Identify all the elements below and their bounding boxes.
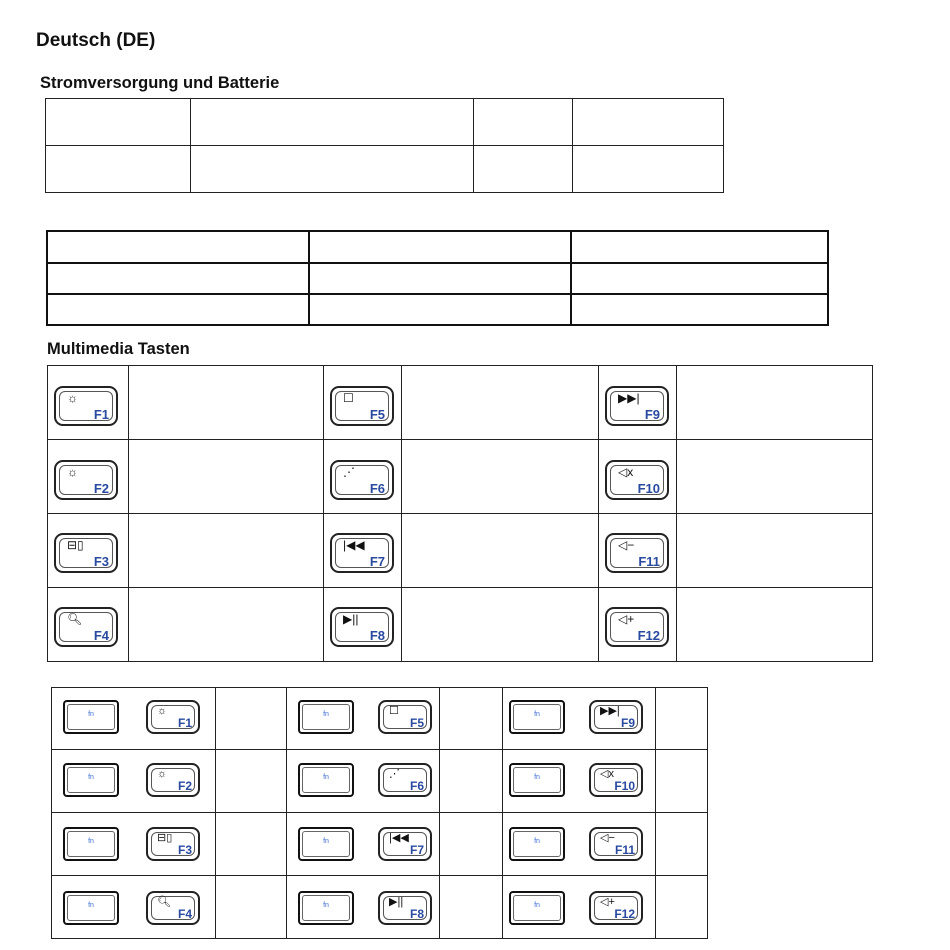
key-label: F1 — [93, 407, 109, 422]
key-label: F4 — [93, 628, 109, 643]
key-f6 — [330, 460, 394, 500]
key-label: F2 — [93, 481, 109, 496]
key-label: F5 — [409, 716, 424, 730]
key-label: F4 — [177, 907, 192, 921]
key-label: F10 — [637, 481, 660, 496]
fn-key — [298, 763, 354, 797]
key-f1 — [54, 386, 118, 426]
key-label: F7 — [409, 843, 424, 857]
key-f2-icon: ☼ — [157, 768, 168, 780]
section-multimedia-title: Multimedia Tasten — [47, 340, 190, 358]
fn-key-label: fn — [88, 838, 94, 845]
key-label: F11 — [614, 843, 635, 857]
key-f3-icon: ⊟▯ — [157, 832, 173, 844]
key-f7 — [378, 827, 432, 861]
key-f5-icon: ☐ — [389, 705, 399, 717]
key-f11-icon: ◁− — [618, 538, 635, 552]
fn-key-label: fn — [323, 902, 329, 909]
fn-key-label: fn — [534, 902, 540, 909]
key-f2 — [54, 460, 118, 500]
key-f2-icon: ☼ — [67, 465, 78, 479]
key-f4 — [54, 607, 118, 647]
key-label: F8 — [369, 628, 385, 643]
key-f11 — [605, 533, 669, 573]
key-f7-icon: |◀◀ — [343, 538, 365, 552]
fn-key — [298, 700, 354, 734]
fn-key — [509, 827, 565, 861]
key-f4 — [146, 891, 200, 925]
key-f9-icon: ▶▶| — [600, 705, 620, 717]
key-f5 — [378, 700, 432, 734]
key-f3 — [146, 827, 200, 861]
key-f10 — [589, 763, 643, 797]
key-f1-icon: ☼ — [67, 391, 78, 405]
key-label: F3 — [177, 843, 192, 857]
key-label: F7 — [369, 554, 385, 569]
key-f12 — [589, 891, 643, 925]
key-label: F12 — [614, 907, 635, 921]
key-f12 — [605, 607, 669, 647]
key-label: F3 — [93, 554, 109, 569]
key-f8 — [330, 607, 394, 647]
fn-key — [298, 827, 354, 861]
key-f8 — [378, 891, 432, 925]
key-label: F6 — [369, 481, 385, 496]
fn-key-label: fn — [88, 774, 94, 781]
key-label: F5 — [369, 407, 385, 422]
key-f1 — [146, 700, 200, 734]
fn-key — [63, 827, 119, 861]
power-table — [45, 98, 724, 193]
key-f3 — [54, 533, 118, 573]
fn-key — [509, 763, 565, 797]
key-label: F8 — [409, 907, 424, 921]
fn-key-label: fn — [534, 838, 540, 845]
key-f2 — [146, 763, 200, 797]
key-f9 — [605, 386, 669, 426]
key-f6-icon: ⋰ — [343, 465, 355, 479]
key-f9 — [589, 700, 643, 734]
key-f11-icon: ◁− — [600, 832, 615, 844]
key-f9-icon: ▶▶| — [618, 391, 640, 405]
fn-key — [63, 700, 119, 734]
fn-key-label: fn — [323, 711, 329, 718]
fn-key-label: fn — [534, 774, 540, 781]
key-f7-icon: |◀◀ — [389, 832, 409, 844]
fn-key — [63, 763, 119, 797]
key-f6-icon: ⋰ — [389, 768, 400, 780]
fn-key — [509, 700, 565, 734]
page-title: Deutsch (DE) — [36, 30, 156, 51]
key-label: F9 — [620, 716, 635, 730]
key-f8-icon: ▶|| — [389, 896, 404, 908]
key-label: F6 — [409, 779, 424, 793]
key-f8-icon: ▶|| — [343, 612, 359, 626]
key-f10-icon: ◁x — [600, 768, 614, 780]
battery-table — [46, 230, 829, 326]
key-label: F12 — [637, 628, 660, 643]
fn-key-label: fn — [88, 902, 94, 909]
key-f3-icon: ⊟▯ — [67, 538, 84, 552]
fn-key-label: fn — [323, 838, 329, 845]
key-f11 — [589, 827, 643, 861]
key-f4-icon: 🔍︎ — [67, 612, 83, 626]
key-label: F10 — [614, 779, 635, 793]
multimedia-keys-table — [47, 365, 873, 662]
key-label: F2 — [177, 779, 192, 793]
fn-key — [63, 891, 119, 925]
fn-key-label: fn — [88, 711, 94, 718]
key-label: F11 — [638, 554, 660, 569]
key-f1-icon: ☼ — [157, 705, 168, 717]
key-f10 — [605, 460, 669, 500]
key-f4-icon: 🔍︎ — [157, 896, 171, 908]
key-label: F9 — [644, 407, 660, 422]
key-label: F1 — [177, 716, 192, 730]
key-f5 — [330, 386, 394, 426]
fn-key — [298, 891, 354, 925]
fn-key — [509, 891, 565, 925]
fn-key-label: fn — [534, 711, 540, 718]
key-f10-icon: ◁x — [618, 465, 634, 479]
fn-key-label: fn — [323, 774, 329, 781]
key-f5-icon: ☐ — [343, 391, 354, 405]
key-f6 — [378, 763, 432, 797]
key-f12-icon: ◁+ — [618, 612, 635, 626]
section-power-title: Stromversorgung und Batterie — [40, 74, 280, 92]
key-f7 — [330, 533, 394, 573]
key-f12-icon: ◁+ — [600, 896, 615, 908]
